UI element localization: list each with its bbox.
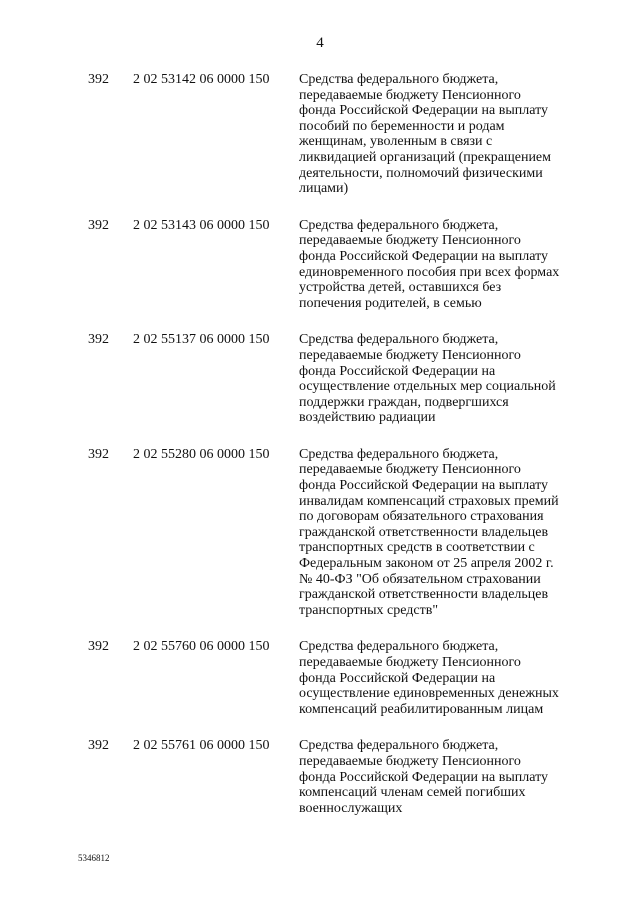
description-line: поддержки граждан, подвергшихся xyxy=(299,394,509,410)
description-line: лицами) xyxy=(299,181,349,197)
description-line: передаваемые бюджету Пенсионного xyxy=(299,347,521,363)
budget-code-list xyxy=(0,72,640,837)
description-line: фонда Российской Федерации на xyxy=(299,363,496,379)
table-row xyxy=(0,72,640,197)
table-row xyxy=(0,639,640,717)
description-line: передаваемые бюджету Пенсионного xyxy=(299,753,521,769)
description-line: фонда Российской Федерации на выплату xyxy=(299,248,548,264)
description-line: транспортных средств" xyxy=(299,602,439,618)
budget-classification-code: 2 02 55280 06 0000 150 xyxy=(133,446,270,462)
description-line: Средства федерального бюджета, xyxy=(299,217,499,233)
income-description xyxy=(299,218,569,312)
description-line: единовременного пособия при всех формах xyxy=(299,264,560,280)
page-number: 4 xyxy=(316,35,324,51)
admin-code: 392 xyxy=(88,217,109,233)
income-description xyxy=(299,332,569,426)
table-row xyxy=(0,738,640,816)
description-line: фонда Российской Федерации на выплату xyxy=(299,478,548,494)
description-line: фонда Российской Федерации на xyxy=(299,670,496,686)
income-description xyxy=(299,447,569,619)
description-line: устройства детей, оставшихся без xyxy=(299,280,502,296)
description-line: гражданской ответственности владельцев xyxy=(299,524,549,540)
description-line: транспортных средств в соответствии с xyxy=(299,540,535,556)
budget-classification-code: 2 02 53143 06 0000 150 xyxy=(133,217,270,233)
description-line: инвалидам компенсаций страховых премий xyxy=(299,493,559,509)
description-line: по договорам обязательного страхования xyxy=(299,509,544,525)
description-line: военнослужащих xyxy=(299,800,403,816)
description-line: Средства федерального бюджета, xyxy=(299,446,499,462)
admin-code: 392 xyxy=(88,738,109,754)
table-row xyxy=(0,218,640,312)
description-line: передаваемые бюджету Пенсионного xyxy=(299,462,521,478)
description-line: передаваемые бюджету Пенсионного xyxy=(299,655,521,670)
description-line: пособий по беременности и родам xyxy=(299,118,505,134)
budget-classification-code: 2 02 53142 06 0000 150 xyxy=(133,72,270,87)
description-line: ликвидацией организаций (прекращением xyxy=(299,149,552,165)
budget-classification-code: 2 02 55760 06 0000 150 xyxy=(133,639,270,655)
admin-code: 392 xyxy=(88,72,109,87)
income-description xyxy=(299,639,569,717)
description-line: фонда Российской Федерации на выплату xyxy=(299,769,548,785)
income-description xyxy=(299,738,569,816)
description-line: передаваемые бюджету Пенсионного xyxy=(299,87,521,103)
budget-classification-code: 2 02 55761 06 0000 150 xyxy=(133,738,270,754)
description-line: фонда Российской Федерации на выплату xyxy=(299,103,548,119)
income-description xyxy=(299,72,569,197)
table-row xyxy=(0,447,640,619)
description-line: Средства федерального бюджета, xyxy=(299,72,499,87)
description-line: гражданской ответственности владельцев xyxy=(299,587,549,603)
description-line: Средства федерального бюджета, xyxy=(299,738,499,754)
description-line: компенсаций реабилитированным лицам xyxy=(299,701,544,717)
description-line: осуществление единовременных денежных xyxy=(299,686,559,702)
description-line: № 40-ФЗ "Об обязательном страховании xyxy=(299,571,541,587)
admin-code: 392 xyxy=(88,639,109,655)
budget-classification-code: 2 02 55137 06 0000 150 xyxy=(133,332,270,348)
table-row xyxy=(0,332,640,426)
description-line: осуществление отдельных мер социальной xyxy=(299,379,556,395)
description-line: женщинам, уволенным в связи с xyxy=(299,134,493,150)
document-footer-code: 5346812 xyxy=(78,853,110,863)
admin-code: 392 xyxy=(88,446,109,462)
description-line: Федеральным законом от 25 апреля 2002 г. xyxy=(299,556,554,572)
description-line: Средства федерального бюджета, xyxy=(299,639,499,655)
description-line: попечения родителей, в семью xyxy=(299,295,482,311)
description-line: компенсаций членам семей погибших xyxy=(299,785,526,801)
description-line: деятельности, полномочий физическими xyxy=(299,165,543,181)
description-line: воздействию радиации xyxy=(299,410,436,426)
description-line: Средства федерального бюджета, xyxy=(299,332,499,348)
admin-code: 392 xyxy=(88,332,109,348)
description-line: передаваемые бюджету Пенсионного xyxy=(299,233,521,249)
